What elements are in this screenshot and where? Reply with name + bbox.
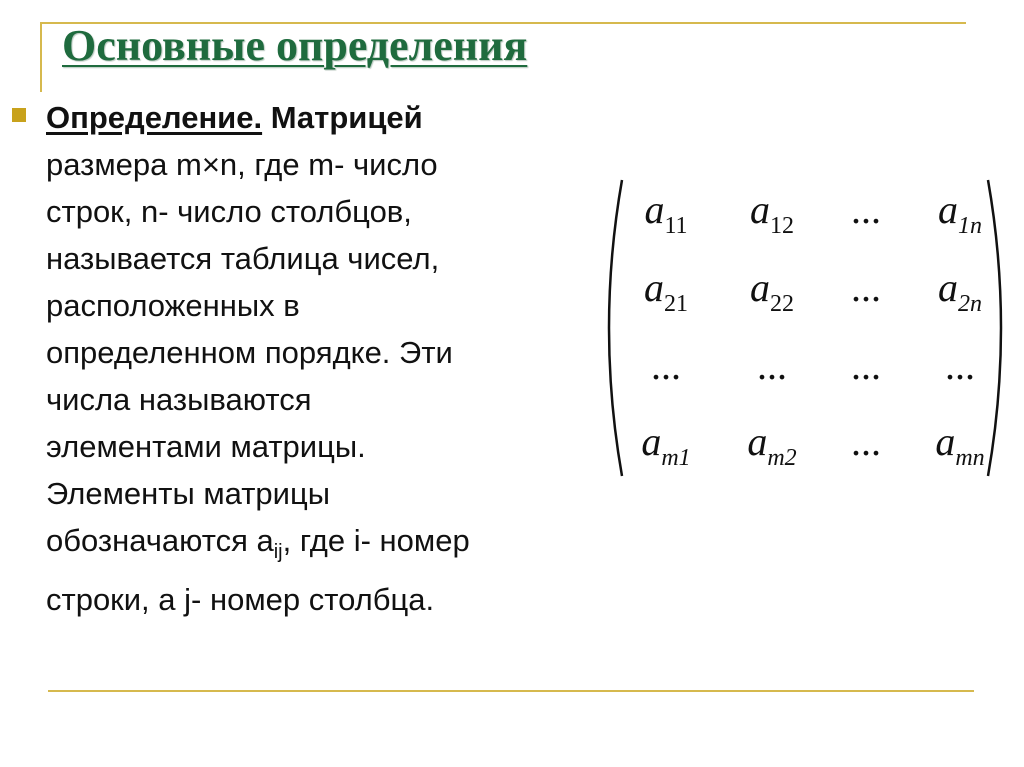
matrix-ellipsis: ...: [651, 343, 681, 388]
matrix-cell-r1-c1: [644, 186, 688, 239]
matrix-ellipsis: ...: [851, 419, 881, 464]
definition-line-3: строк, n- число столбцов,: [46, 194, 412, 229]
matrix-cell-r4-c4: [935, 418, 985, 471]
matrix-cell-r1-c4: [938, 186, 982, 239]
matrix-cell-r1-c2: [750, 186, 794, 239]
matrix-element-index: 21: [664, 291, 688, 317]
matrix-element-index: 2n: [958, 291, 982, 317]
left-parenthesis: [609, 180, 622, 476]
definition-line-10-end: , где i- номер: [282, 523, 470, 558]
right-parenthesis: [988, 180, 1001, 476]
matrix-element-base: a: [750, 265, 770, 310]
matrix-element-index: m2: [767, 445, 797, 471]
definition-line-2: размера m×n, где m- число: [46, 147, 438, 182]
matrix-cell-r3-c2: [757, 342, 787, 389]
matrix-element-base: a: [938, 265, 958, 310]
element-subscript: ij: [273, 541, 283, 564]
matrix-ellipsis: ...: [945, 343, 975, 388]
bottom-decor-line: [48, 690, 974, 692]
matrix-ellipsis: ...: [851, 265, 881, 310]
definition-line-10: [46, 517, 586, 576]
matrix-element-base: a: [747, 419, 768, 464]
matrix-cell-r2-c4: [938, 264, 982, 317]
definition-line-8: элементами матрицы.: [46, 429, 366, 464]
matrix-element-base: a: [644, 187, 665, 232]
matrix-cell-r4-c3: [851, 418, 881, 465]
definition-term: Матрицей: [270, 100, 423, 135]
square-bullet-icon: [12, 108, 26, 122]
definition-line-9: Элементы матрицы: [46, 476, 331, 511]
matrix-cell-r3-c3: [851, 342, 881, 389]
definition-text: [46, 94, 586, 623]
matrix-cell-r4-c2: [747, 418, 797, 471]
matrix-element-index: 11: [664, 213, 688, 239]
matrix-element-base: a: [641, 419, 662, 464]
matrix-ellipsis: ...: [851, 187, 881, 232]
slide-title: Основные определения: [62, 21, 528, 70]
definition-line-6: определенном порядке. Эти: [46, 335, 453, 370]
matrix-cell-r3-c1: [651, 342, 681, 389]
left-decor-line: [40, 22, 42, 92]
matrix-cell-r2-c3: [851, 264, 881, 311]
matrix-cell-r2-c1: [644, 264, 688, 317]
matrix-cell-r1-c3: [851, 186, 881, 233]
matrix-element-index: 1n: [958, 213, 982, 239]
definition-label: Определение.: [46, 100, 263, 135]
definition-line-7: числа называются: [46, 382, 312, 417]
definition-line-5: расположенных в: [46, 288, 300, 323]
definition-line-4: называется таблица чисел,: [46, 241, 440, 276]
matrix-cell-r2-c2: [750, 264, 794, 317]
matrix-element-base: a: [935, 419, 956, 464]
matrix-ellipsis: ...: [851, 343, 881, 388]
matrix-element-index: mn: [955, 445, 985, 471]
matrix-ellipsis: ...: [757, 343, 787, 388]
definition-line-11: строки, а j- номер столбца.: [46, 582, 435, 618]
matrix-element-index: 22: [770, 291, 794, 317]
matrix-figure: [596, 178, 1016, 478]
matrix-element-base: a: [750, 187, 770, 232]
matrix-cell-r3-c4: [945, 342, 975, 389]
matrix-cell-r4-c1: [641, 418, 691, 471]
matrix-element-base: a: [938, 187, 958, 232]
matrix-element-index: m1: [661, 445, 691, 471]
definition-line-10-start: обозначаются a: [46, 523, 274, 558]
matrix-element-index: 12: [770, 213, 794, 239]
matrix-element-base: a: [644, 265, 664, 310]
definition-line-1: [46, 94, 586, 141]
